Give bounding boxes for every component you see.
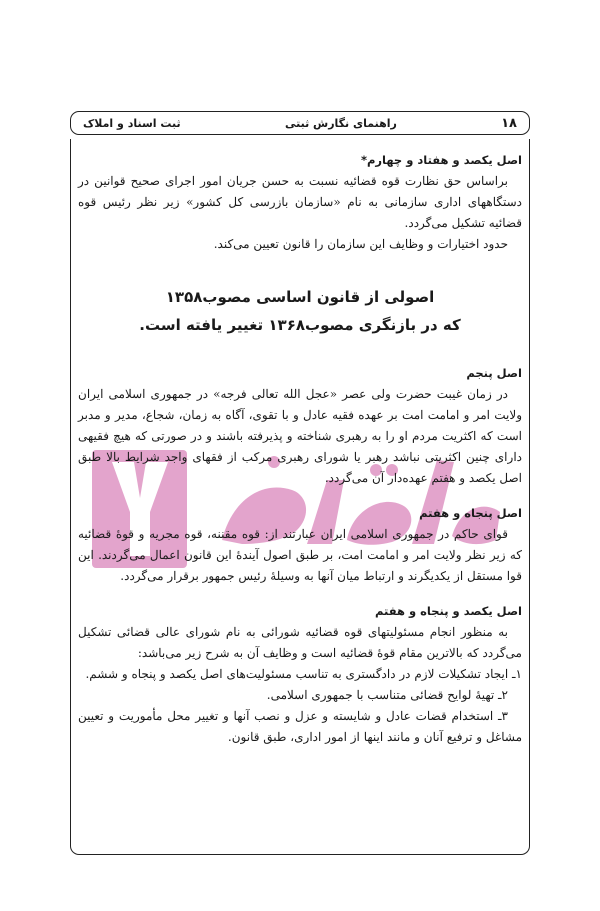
book-title: راهنمای نگارش ثبتی bbox=[284, 116, 397, 130]
article-157-item-3: ۳ـ استخدام قضات عادل و شایسته و عزل و نصب آنها و تغییر محل مأموریت و تعیین مشاغل و ترفیع آنان و مانند اینها از امور اداری، طبق قانون. bbox=[78, 709, 522, 744]
article-174-heading: اصل یکصد و هفتاد و چهارم* bbox=[360, 153, 522, 167]
article-157-item-2: ۲ـ تهیهٔ لوایح قضائی متناسب با جمهوری اسلامی. bbox=[266, 688, 508, 702]
section-title: ثبت اسناد و املاک bbox=[83, 116, 181, 130]
article-174-paragraph-2: حدود اختیارات و وظایف این سازمان را قانون تعیین می‌کند. bbox=[213, 237, 508, 251]
article-5-paragraph: در زمان غیبت حضرت ولی عصر «عجل الله تعالی فرجه» در جمهوری اسلامی ایران ولایت امر و امامت امت بر عهده فقیه عادل و با تقوی، آگاه به زمان، شجاع، مدیر و مدبر است که اکثریت مردم او را به رهبری شناخته و پذیرفته باشند و در صورتی که هیچ فقیهی دارای چنین اکثریتی نباشد رهبر یا شورای رهبری مرکب از فقهای واجد شرایط بالا طبق اصل یکصد و هفتم عهده‌دار آن می‌گردد. bbox=[78, 387, 522, 485]
page-number: ۱۸ bbox=[501, 115, 517, 131]
article-157-heading: اصل یکصد و پنجاه و هفتم bbox=[375, 604, 522, 618]
article-5-heading: اصل پنجم bbox=[466, 366, 522, 380]
section-title-line-1: اصولی از قانون اساسی مصوب۱۳۵۸ bbox=[165, 288, 435, 306]
article-157-paragraph: به منظور انجام مسئولیتهای قوه قضائیه شورائی به نام شورای عالی قضائی تشکیل می‌گردد که بالاترین مقام قوهٔ قضائیه است و وظایف آن به شرح زیر می‌باشد: bbox=[78, 625, 522, 660]
section-title-line-2: که در بازنگری مصوب۱۳۶۸ تغییر یافته است. bbox=[139, 316, 461, 334]
page-header bbox=[70, 111, 530, 135]
article-157-item-1: ۱ـ ایجاد تشکیلات لازم در دادگستری به تناسب مسئولیت‌های اصل یکصد و پنجاه و ششم. bbox=[85, 667, 522, 681]
page-content bbox=[78, 150, 522, 748]
article-57-paragraph: قوای حاکم در جمهوری اسلامی ایران عبارتند از: قوه مقننه، قوه مجریه و قوهٔ قضائیه که زیر نظر ولایت امر و امامت امت، بر طبق اصول آیندهٔ این قانون اعمال می‌گردند. این قوا مستقل از یکدیگرند و ارتباط میان آنها به وسیلهٔ رئیس جمهور برقرار می‌گردد. bbox=[78, 527, 522, 583]
article-174-paragraph-1: براساس حق نظارت قوه قضائیه نسبت به حسن جریان امور اجرای صحیح قوانین در دستگاههای اداری سازمانی به نام «سازمان بازرسی کل کشور» زیر نظر رئیس قوه قضائیه تشکیل می‌گردد. bbox=[78, 174, 522, 230]
article-57-heading: اصل پنجاه و هفتم bbox=[419, 506, 522, 520]
